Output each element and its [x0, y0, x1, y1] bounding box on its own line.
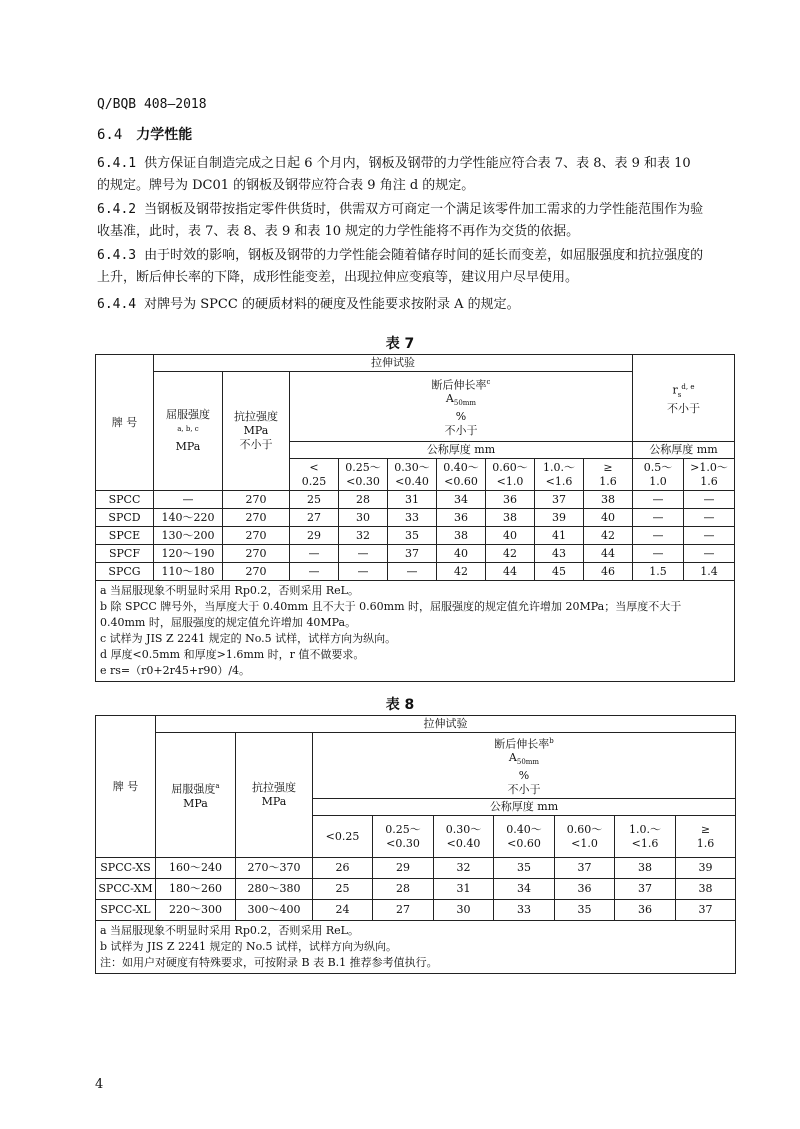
table-cell: 40 — [437, 545, 486, 563]
table-cell: 140～220 — [154, 509, 223, 527]
table-8-caption: 表 8 — [385, 697, 415, 713]
table-cell: 35 — [388, 527, 437, 545]
header-nominal-thickness: 公称厚度 mm — [313, 799, 736, 816]
cell-text: ≥ — [700, 822, 711, 836]
table-cell: 31 — [388, 491, 437, 509]
cell-text: <0.30 — [386, 836, 420, 850]
table-cell: 24 — [313, 900, 373, 921]
table-cell: 37 — [615, 879, 676, 900]
table-cell: 32 — [434, 858, 494, 879]
thickness-col — [434, 816, 494, 858]
table-cell: SPCC-XS — [96, 858, 156, 879]
r-superscript: d, e — [681, 383, 695, 392]
table-cell: 44 — [584, 545, 633, 563]
table-cell: — — [154, 491, 223, 509]
table-cell: SPCF — [96, 545, 154, 563]
table-cell: 35 — [555, 900, 615, 921]
cell-text: 0.5～ — [643, 460, 673, 474]
yield-label: 屈服强度 — [166, 408, 210, 422]
header-tensile-strength — [223, 372, 290, 491]
header-tensile-test: 拉伸试验 — [154, 355, 633, 372]
table-cell: 39 — [535, 509, 584, 527]
footnote: b 试样为 JIS Z 2241 规定的 No.5 试样，试样方向为纵向。 — [100, 940, 397, 953]
cell-text: 1.0.～ — [629, 822, 661, 836]
table-cell: SPCC — [96, 491, 154, 509]
table-cell: 32 — [339, 527, 388, 545]
section-heading — [97, 124, 192, 144]
table-cell: 29 — [373, 858, 434, 879]
table-cell: 40 — [486, 527, 535, 545]
table-cell: 37 — [555, 858, 615, 879]
table-cell: 29 — [290, 527, 339, 545]
header-nominal-thickness-r: 公称厚度 mm — [633, 442, 735, 459]
header-grade: 牌 号 — [96, 355, 154, 491]
table-cell: 40 — [584, 509, 633, 527]
table-cell: 38 — [437, 527, 486, 545]
table-cell: 42 — [486, 545, 535, 563]
paragraph-text: 供方保证自制造完成之日起 6 个月内，钢板及钢带的力学性能应符合表 7、表 8、表 9 和表 10 的规定。牌号为 DC01 的钢板及钢带应符合表 9 角注 d 的规定。 — [97, 156, 691, 193]
table-cell: 35 — [494, 858, 555, 879]
footnote: b 除 SPCC 牌号外，当厚度大于 0.40mm 且不大于 0.60mm 时，屈服强度的规定值允许增加 20MPa；当厚度不大于 0.40mm 时，屈服强度的规定值允许增加 40MPa。 — [100, 600, 682, 629]
tensile-min: 不小于 — [239, 438, 273, 451]
paragraph-6-4-2 — [97, 199, 707, 243]
cell-text: ≥ — [603, 460, 613, 474]
cell-text: < — [309, 460, 319, 474]
thickness-col — [339, 459, 388, 491]
table-cell: 36 — [486, 491, 535, 509]
table-cell: — — [339, 563, 388, 581]
table-7-caption: 表 7 — [385, 336, 415, 352]
table-cell: 180～260 — [156, 879, 236, 900]
table-row — [96, 563, 735, 581]
cell-text: <0.40 — [446, 836, 481, 850]
paragraph-6-4-1 — [97, 153, 707, 197]
yield-superscript: a — [215, 782, 220, 791]
table-cell: 38 — [676, 879, 736, 900]
elongation-min: 不小于 — [444, 424, 478, 438]
table-cell: 220～300 — [156, 900, 236, 921]
table-cell: SPCD — [96, 509, 154, 527]
r-symbol: r — [672, 383, 678, 397]
cell-text: >1.0～ — [690, 460, 728, 474]
r-thickness-col — [633, 459, 684, 491]
table-cell: 30 — [339, 509, 388, 527]
table-cell: 42 — [584, 527, 633, 545]
table-cell: 120～190 — [154, 545, 223, 563]
cell-text: 1.0 — [649, 474, 667, 488]
yield-label: 屈服强度 — [171, 782, 216, 796]
elongation-min: 不小于 — [507, 783, 541, 797]
thickness-col — [676, 816, 736, 858]
yield-unit: MPa — [183, 796, 208, 810]
table-cell: 36 — [615, 900, 676, 921]
footnote: e rs=（r0+2r45+r90）/4。 — [100, 664, 251, 677]
tensile-unit: MPa — [243, 424, 269, 437]
cell-text: 0.60～ — [492, 460, 528, 474]
thickness-col — [486, 459, 535, 491]
elongation-superscript: c — [486, 377, 491, 386]
cell-text: <0.30 — [346, 474, 380, 488]
header-elongation — [313, 733, 736, 799]
table-row — [96, 491, 735, 509]
table-cell: 37 — [535, 491, 584, 509]
thickness-col — [313, 816, 373, 858]
tensile-label: 抗拉强度 — [252, 781, 296, 794]
footnote: c 试样为 JIS Z 2241 规定的 No.5 试样，试样方向为纵向。 — [100, 632, 397, 645]
cell-text: <0.25 — [325, 829, 360, 843]
footnote: a 当屈服现象不明显时采用 Rp0.2，否则采用 ReL。 — [100, 924, 359, 937]
table-cell: 1.4 — [684, 563, 735, 581]
table-cell: — — [684, 545, 735, 563]
header-tensile-test: 拉伸试验 — [156, 716, 736, 733]
thickness-col — [437, 459, 486, 491]
elongation-label: 断后伸长率 — [431, 378, 487, 392]
table-cell: — — [684, 527, 735, 545]
table-cell: 37 — [676, 900, 736, 921]
table-cell: 28 — [339, 491, 388, 509]
elongation-unit: % — [518, 769, 530, 783]
paragraph-number: 6.4.3 — [97, 248, 137, 263]
cell-text: <0.40 — [395, 474, 429, 488]
thickness-col — [494, 816, 555, 858]
table-cell: 300～400 — [236, 900, 313, 921]
table-cell: SPCC-XM — [96, 879, 156, 900]
table-cell: — — [633, 491, 684, 509]
header-elongation — [290, 372, 633, 442]
table-cell: 38 — [584, 491, 633, 509]
table-cell: 160～240 — [156, 858, 236, 879]
table-cell: 280～380 — [236, 879, 313, 900]
table-cell: 42 — [437, 563, 486, 581]
table-7 — [95, 354, 735, 682]
tensile-unit: MPa — [261, 795, 287, 808]
table-cell: 33 — [494, 900, 555, 921]
table-cell: 38 — [486, 509, 535, 527]
r-min-label: 不小于 — [667, 401, 700, 415]
document-code: Q/BQB 408—2018 — [97, 97, 207, 112]
table-cell: 270 — [223, 545, 290, 563]
table-cell: 270～370 — [236, 858, 313, 879]
table-cell: 34 — [494, 879, 555, 900]
header-r-value — [633, 355, 735, 442]
cell-text: <1.0 — [571, 836, 598, 850]
table-cell: SPCC-XL — [96, 900, 156, 921]
table-row — [96, 900, 736, 921]
section-number: 6.4 — [97, 127, 123, 143]
table-cell: 27 — [373, 900, 434, 921]
cell-text: <1.6 — [631, 836, 659, 850]
cell-text: <1.6 — [545, 474, 573, 488]
table-cell: 270 — [223, 491, 290, 509]
cell-text: 0.25 — [301, 474, 327, 488]
thickness-col — [535, 459, 584, 491]
table-cell: 26 — [313, 858, 373, 879]
paragraph-number: 6.4.4 — [97, 297, 137, 312]
thickness-col — [290, 459, 339, 491]
r-subscript: s — [677, 390, 682, 399]
table-cell: 34 — [437, 491, 486, 509]
cell-text: 1.0.～ — [543, 460, 575, 474]
table-cell: 25 — [290, 491, 339, 509]
table-cell: 270 — [223, 527, 290, 545]
table-row — [96, 545, 735, 563]
table-cell: — — [633, 545, 684, 563]
paragraph-text: 对牌号为 SPCC 的硬质材料的硬度及性能要求按附录 A 的规定。 — [144, 297, 520, 312]
cell-text: 0.60～ — [566, 822, 603, 836]
table-cell: 25 — [313, 879, 373, 900]
elongation-superscript: b — [549, 736, 554, 745]
table-cell: — — [388, 563, 437, 581]
table-cell: 37 — [388, 545, 437, 563]
table-cell: 1.5 — [633, 563, 684, 581]
table-cell: 36 — [437, 509, 486, 527]
table-cell: SPCE — [96, 527, 154, 545]
table-8-notes — [96, 921, 736, 974]
footnote: d 厚度<0.5mm 和厚度>1.6mm 时，r 值不做要求。 — [100, 648, 365, 661]
elongation-subscript: 50mm — [516, 758, 540, 767]
table-cell: 270 — [223, 509, 290, 527]
cell-text: 0.25～ — [385, 822, 421, 836]
table-cell: 39 — [676, 858, 736, 879]
cell-text: 0.25～ — [345, 460, 381, 474]
r-thickness-col — [684, 459, 735, 491]
paragraph-number: 6.4.1 — [97, 156, 137, 171]
cell-text: 0.30～ — [445, 822, 482, 836]
elongation-symbol: A — [508, 751, 517, 765]
elongation-subscript: 50mm — [453, 399, 477, 408]
table-cell: 33 — [388, 509, 437, 527]
table-cell: 110～180 — [154, 563, 223, 581]
yield-unit: MPa — [175, 439, 201, 453]
table-cell: — — [290, 563, 339, 581]
paragraph-text: 当钢板及钢带按指定零件供货时，供需双方可商定一个满足该零件加工需求的力学性能范围作为验收基准，此时，表 7、表 8、表 9 和表 10 规定的力学性能将不再作为交货的依据。 — [97, 202, 704, 239]
yield-superscript: a, b, c — [177, 425, 199, 434]
thickness-col — [555, 816, 615, 858]
table-7-notes — [96, 581, 735, 682]
thickness-col — [615, 816, 676, 858]
table-cell: — — [339, 545, 388, 563]
section-title: 力学性能 — [136, 127, 193, 143]
cell-text: 1.6 — [700, 474, 718, 488]
paragraph-6-4-3 — [97, 245, 707, 289]
table-cell: 36 — [555, 879, 615, 900]
header-nominal-thickness: 公称厚度 mm — [290, 442, 633, 459]
thickness-col — [388, 459, 437, 491]
elongation-symbol: A — [445, 392, 454, 406]
table-cell: SPCG — [96, 563, 154, 581]
header-yield-strength — [156, 733, 236, 858]
paragraph-number: 6.4.2 — [97, 202, 137, 217]
elongation-unit: % — [455, 410, 467, 424]
table-cell: 31 — [434, 879, 494, 900]
cell-text: 0.40～ — [506, 822, 542, 836]
table-cell: 30 — [434, 900, 494, 921]
table-row — [96, 527, 735, 545]
header-yield-strength — [154, 372, 223, 491]
cell-text: 1.6 — [599, 474, 617, 488]
cell-text: <0.60 — [507, 836, 541, 850]
cell-text: 0.40～ — [443, 460, 479, 474]
table-cell: 41 — [535, 527, 584, 545]
thickness-col — [373, 816, 434, 858]
table-cell: — — [684, 509, 735, 527]
table-cell: 130～200 — [154, 527, 223, 545]
table-cell: — — [633, 509, 684, 527]
thickness-col — [584, 459, 633, 491]
cell-text: 0.30～ — [394, 460, 430, 474]
table-cell: 28 — [373, 879, 434, 900]
elongation-label: 断后伸长率 — [494, 737, 550, 751]
page-number: 4 — [95, 1077, 104, 1092]
table-cell: 46 — [584, 563, 633, 581]
table-note: 注：如用户对硬度有特殊要求，可按附录 B 表 B.1 推荐参考值执行。 — [100, 956, 438, 969]
table-cell: — — [290, 545, 339, 563]
table-cell: 38 — [615, 858, 676, 879]
table-row — [96, 858, 736, 879]
table-8 — [95, 715, 736, 974]
table-row — [96, 509, 735, 527]
table-cell: — — [633, 527, 684, 545]
cell-text: <1.0 — [496, 474, 524, 488]
table-row — [96, 879, 736, 900]
header-grade: 牌 号 — [96, 716, 156, 858]
table-cell: — — [684, 491, 735, 509]
footnote: a 当屈服现象不明显时采用 Rp0.2，否则采用 ReL。 — [100, 584, 359, 597]
table-cell: 44 — [486, 563, 535, 581]
table-cell: 43 — [535, 545, 584, 563]
paragraph-text: 由于时效的影响，钢板及钢带的力学性能会随着储存时间的延长而变差，如屈服强度和抗拉强度的上升，断后伸长率的下降，成形性能变差，出现拉伸应变痕等，建议用户尽早使用。 — [97, 248, 704, 285]
table-cell: 45 — [535, 563, 584, 581]
table-cell: 270 — [223, 563, 290, 581]
cell-text: <0.60 — [444, 474, 478, 488]
table-cell: 27 — [290, 509, 339, 527]
header-tensile-strength — [236, 733, 313, 858]
tensile-label: 抗拉强度 — [234, 410, 278, 423]
paragraph-6-4-4 — [97, 294, 707, 316]
cell-text: 1.6 — [696, 836, 715, 850]
